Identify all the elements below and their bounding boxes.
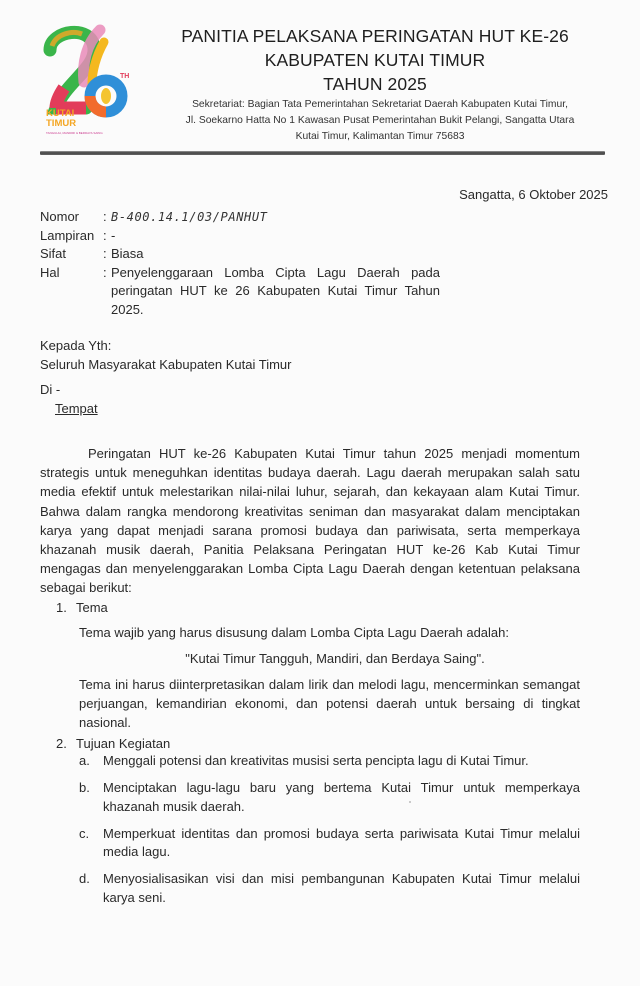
list-item-text: Menggali potensi dan kreativitas musisi serta pencipta lagu di Kutai Timur. [103,753,529,768]
place-date: Sangatta, 6 Oktober 2025 [459,187,608,202]
list-item [79,779,580,816]
section-tema-heading [56,598,108,617]
meta-value-nomor: B-400.14.1/03/PANHUT [111,210,268,224]
meta-label: Hal [40,264,60,280]
list-item-letter: b. [79,780,90,795]
section-title: Tujuan Kegiatan [76,736,171,751]
goals-list [79,752,580,916]
svg-text:TH: TH [120,73,130,80]
letterhead-title-line: TAHUN 2025 [323,74,427,94]
meta-colon: : [103,246,107,261]
list-item [79,825,580,862]
hut-26-logo [42,20,134,140]
address-line: Kutai Timur, Kalimantan Timur 75683 [295,131,465,142]
meta-value-sifat: Biasa [111,246,144,261]
letterhead-title [140,24,610,96]
tema-description: Tema ini harus diinterpretasikan dalam lirik dan melodi lagu, mencerminkan semangat perjuangan, kemandirian ekonomi, dan potensi daerah untuk bersaing di tingkat nasional. [79,677,580,731]
tema-intro: Tema wajib yang harus disusung dalam Lomba Cipta Lagu Daerah adalah: [79,625,509,640]
section-number: 2. [56,736,67,751]
tema-quote: "Kutai Timur Tangguh, Mandiri, dan Berdaya Saing". [185,651,485,666]
section-number: 1. [56,600,67,615]
recipient-block [40,336,291,418]
svg-text:TANGGUH, MANDIRI & BERDAYA SAI: TANGGUH, MANDIRI & BERDAYA SAING [46,131,103,135]
meta-row-nomor [40,208,440,227]
meta-value-hal: Penyelenggaraan Lomba Cipta Lagu Daerah pada peringatan HUT ke 26 Kabupaten Kutai Timur Tahun 2025. [111,264,440,317]
meta-colon: : [103,227,107,243]
hut-26-logo-icon [42,20,134,140]
salutation: Kepada Yth: [40,338,112,353]
meta-label: Nomor [40,209,80,224]
letterhead-title-line: KABUPATEN KUTAI TIMUR [264,50,486,70]
list-item-letter: d. [79,871,90,886]
recipient-place: Tempat [55,401,98,416]
meta-row-hal [40,264,440,320]
address-line: Sekretariat: Bagian Tata Pemerintahan Sekretariat Daerah Kabupaten Kutai Timur, [192,99,568,110]
address-line: Jl. Soekarno Hatta No 1 Kawasan Pusat Pemerintahan Bukit Pelangi, Sangatta Utara [185,115,575,126]
list-item [79,870,580,907]
list-item-letter: c. [79,825,90,841]
scan-speck [409,801,411,803]
letter-meta [40,208,440,319]
svg-text:KUTAI: KUTAI [46,108,75,119]
section-tujuan-heading [56,734,170,753]
meta-row-sifat [40,245,440,264]
letterhead-title-line: PANITIA PELAKSANA PERINGATAN HUT KE-26 [181,26,569,46]
meta-label: Sifat [40,246,67,261]
letterhead-divider [40,151,605,155]
list-item-text: Menciptakan lagu-lagu baru yang bertema Kutai Timur untuk memperkaya khazanah musik daerah. [103,780,580,814]
meta-colon: : [103,264,107,280]
list-item-text: Menyosialisasikan visi dan misi pembangunan Kabupaten Kutai Timur melalui karya seni. [103,871,580,905]
opening-paragraph: Peringatan HUT ke-26 Kabupaten Kutai Timur tahun 2025 menjadi momentum strategis untuk meneguhkan identitas budaya daerah. Lagu daerah merupakan salah satu media efektif untuk melestarikan nilai-nilai luhur, sejarah, dan kekayaan alam Kutai Timur. Bahwa dalam rangka mendorong kreativitas seniman dan masyarakat dalam menciptakan karya yang dapat menjadi sarana promosi budaya dan pariwisata, serta memperkaya khazanah musik daerah, Panitia Pelaksana Peringatan HUT ke-26 Kab Kutai Timur mengagas dan menyelenggarakan Lomba Cipta Lagu Daerah dengan ketentuan pelaksana sebagai berikut: [40,446,580,596]
meta-colon: : [103,209,107,224]
list-item-text: Memperkuat identitas dan promosi budaya serta pariwisata Kutai Timur melalui media lagu. [103,825,580,859]
list-item [79,752,580,771]
recipient-name: Seluruh Masyarakat Kabupaten Kutai Timur [40,357,292,372]
recipient-di: Di - [40,382,61,397]
meta-row-lampiran [40,227,440,246]
section-title: Tema [76,600,108,615]
list-item-letter: a. [79,753,90,768]
svg-text:TIMUR: TIMUR [46,118,77,129]
meta-label: Lampiran [40,227,95,243]
letterhead-address [130,97,630,145]
meta-value-lampiran: - [111,227,116,243]
